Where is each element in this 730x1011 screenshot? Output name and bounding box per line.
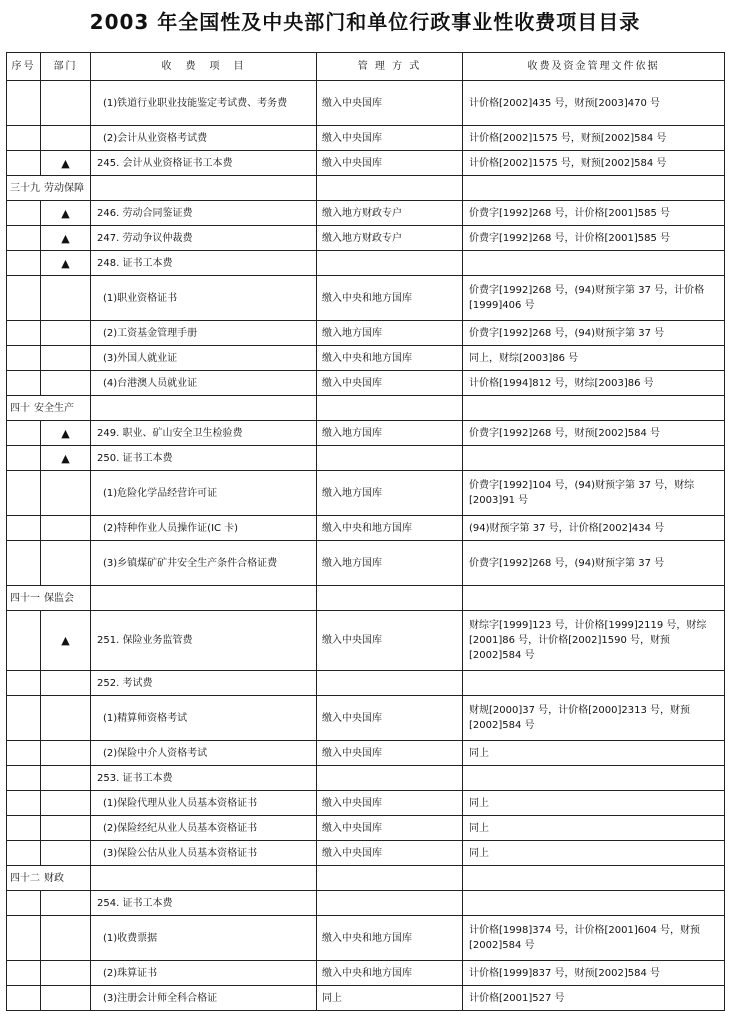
dept-cell bbox=[41, 126, 91, 151]
management-method-cell: 同上 bbox=[317, 986, 463, 1011]
table-row bbox=[7, 696, 725, 741]
table-row bbox=[7, 611, 725, 671]
management-method-cell: 缴入地方财政专户 bbox=[317, 201, 463, 226]
table-row bbox=[7, 421, 725, 446]
seq-cell bbox=[7, 371, 41, 396]
management-method-cell: 缴入中央国库 bbox=[317, 791, 463, 816]
section-heading-cell bbox=[7, 176, 91, 201]
document-basis-cell: (94)财预字第 37 号，计价格[2002]434 号 bbox=[463, 516, 725, 541]
management-method-cell: 缴入中央和地方国库 bbox=[317, 276, 463, 321]
dept-cell bbox=[41, 371, 91, 396]
management-method-cell: 缴入地方国库 bbox=[317, 321, 463, 346]
seq-cell bbox=[7, 346, 41, 371]
fee-item-cell: (2)珠算证书 bbox=[91, 961, 317, 986]
document-basis-cell: 财综字[1999]123 号，计价格[1999]2119 号，财综[2001]86 号，计价格[2002]1590 号，财预[2002]584 号 bbox=[463, 611, 725, 671]
management-method-cell bbox=[317, 396, 463, 421]
document-basis-cell: 计价格[1998]374 号，计价格[2001]604 号，财预[2002]584 号 bbox=[463, 916, 725, 961]
document-basis-cell bbox=[463, 176, 725, 201]
triangle-marker-icon: ▲ bbox=[41, 251, 91, 276]
dept-cell bbox=[41, 986, 91, 1011]
table-row bbox=[7, 961, 725, 986]
header-dept: 部门 bbox=[41, 53, 91, 81]
document-basis-cell: 同上 bbox=[463, 791, 725, 816]
seq-cell bbox=[7, 791, 41, 816]
management-method-cell: 缴入地方国库 bbox=[317, 471, 463, 516]
seq-cell bbox=[7, 151, 41, 176]
section-row bbox=[7, 176, 725, 201]
table-row bbox=[7, 766, 725, 791]
fee-item-cell: 250. 证书工本费 bbox=[91, 446, 317, 471]
table-row bbox=[7, 226, 725, 251]
management-method-cell: 缴入中央国库 bbox=[317, 151, 463, 176]
table-row bbox=[7, 791, 725, 816]
section-department: 安全生产 bbox=[34, 402, 74, 414]
seq-cell bbox=[7, 201, 41, 226]
management-method-cell: 缴入中央和地方国库 bbox=[317, 961, 463, 986]
document-basis-cell: 价费字[1992]104 号，(94)财预字第 37 号，财综[2003]91 号 bbox=[463, 471, 725, 516]
page-title: 2003 年全国性及中央部门和单位行政事业性收费项目目录 bbox=[89, 10, 641, 34]
dept-cell bbox=[41, 81, 91, 126]
seq-cell bbox=[7, 446, 41, 471]
document-basis-cell bbox=[463, 766, 725, 791]
dept-cell bbox=[41, 816, 91, 841]
fee-item-cell: (1)职业资格证书 bbox=[91, 276, 317, 321]
section-number: 三十九 bbox=[10, 182, 40, 194]
dept-cell bbox=[41, 916, 91, 961]
management-method-cell bbox=[317, 891, 463, 916]
management-method-cell: 缴入地方财政专户 bbox=[317, 226, 463, 251]
table-row bbox=[7, 841, 725, 866]
section-row bbox=[7, 866, 725, 891]
seq-cell bbox=[7, 961, 41, 986]
section-row bbox=[7, 586, 725, 611]
table-row bbox=[7, 321, 725, 346]
seq-cell bbox=[7, 766, 41, 791]
fee-item-cell: 247. 劳动争议仲裁费 bbox=[91, 226, 317, 251]
fee-item-cell: (1)精算师资格考试 bbox=[91, 696, 317, 741]
fee-item-cell: (1)收费票据 bbox=[91, 916, 317, 961]
dept-cell bbox=[41, 791, 91, 816]
table-row bbox=[7, 741, 725, 766]
fee-item-cell: (4)台港澳人员就业证 bbox=[91, 371, 317, 396]
fee-item-cell: (1)危险化学品经营许可证 bbox=[91, 471, 317, 516]
table-row bbox=[7, 446, 725, 471]
seq-cell bbox=[7, 81, 41, 126]
table-row bbox=[7, 916, 725, 961]
management-method-cell: 缴入中央国库 bbox=[317, 816, 463, 841]
management-method-cell: 缴入地方国库 bbox=[317, 541, 463, 586]
seq-cell bbox=[7, 276, 41, 321]
fee-item-cell bbox=[91, 866, 317, 891]
section-department: 劳动保障 bbox=[44, 182, 84, 194]
fee-catalog-table bbox=[6, 52, 725, 1011]
section-number: 四十一 bbox=[10, 592, 40, 604]
seq-cell bbox=[7, 841, 41, 866]
document-basis-cell: 同上 bbox=[463, 841, 725, 866]
management-method-cell: 缴入中央国库 bbox=[317, 696, 463, 741]
management-method-cell: 缴入中央和地方国库 bbox=[317, 516, 463, 541]
fee-item-cell: (2)会计从业资格考试费 bbox=[91, 126, 317, 151]
header-management: 管 理 方 式 bbox=[317, 53, 463, 81]
management-method-cell: 缴入中央和地方国库 bbox=[317, 346, 463, 371]
fee-item-cell: (2)工资基金管理手册 bbox=[91, 321, 317, 346]
fee-item-cell: 249. 职业、矿山安全卫生检验费 bbox=[91, 421, 317, 446]
table-row bbox=[7, 891, 725, 916]
table-row bbox=[7, 276, 725, 321]
triangle-marker-icon: ▲ bbox=[41, 201, 91, 226]
table-row bbox=[7, 126, 725, 151]
seq-cell bbox=[7, 516, 41, 541]
management-method-cell: 缴入中央国库 bbox=[317, 611, 463, 671]
document-basis-cell: 同上，财综[2003]86 号 bbox=[463, 346, 725, 371]
dept-cell bbox=[41, 961, 91, 986]
dept-cell bbox=[41, 541, 91, 586]
seq-cell bbox=[7, 816, 41, 841]
fee-item-cell: (1)铁道行业职业技能鉴定考试费、考务费 bbox=[91, 81, 317, 126]
document-basis-cell: 计价格[2001]527 号 bbox=[463, 986, 725, 1011]
seq-cell bbox=[7, 671, 41, 696]
section-number: 四十二 bbox=[10, 872, 40, 884]
section-department: 财政 bbox=[44, 872, 64, 884]
fee-item-cell: (3)外国人就业证 bbox=[91, 346, 317, 371]
section-row bbox=[7, 396, 725, 421]
document-basis-cell: 价费字[1992]268 号，(94)财预字第 37 号 bbox=[463, 321, 725, 346]
seq-cell bbox=[7, 251, 41, 276]
seq-cell bbox=[7, 126, 41, 151]
document-basis-cell: 价费字[1992]268 号，计价格[2001]585 号 bbox=[463, 201, 725, 226]
management-method-cell bbox=[317, 866, 463, 891]
triangle-marker-icon: ▲ bbox=[41, 226, 91, 251]
triangle-marker-icon: ▲ bbox=[41, 611, 91, 671]
seq-cell bbox=[7, 916, 41, 961]
fee-item-cell: 248. 证书工本费 bbox=[91, 251, 317, 276]
dept-cell bbox=[41, 671, 91, 696]
table-body bbox=[7, 81, 725, 1011]
document-basis-cell bbox=[463, 251, 725, 276]
table-row bbox=[7, 371, 725, 396]
fee-item-cell: 246. 劳动合同鉴证费 bbox=[91, 201, 317, 226]
document-basis-cell: 计价格[2002]1575 号，财预[2002]584 号 bbox=[463, 151, 725, 176]
document-basis-cell bbox=[463, 446, 725, 471]
dept-cell bbox=[41, 766, 91, 791]
dept-cell bbox=[41, 471, 91, 516]
management-method-cell bbox=[317, 766, 463, 791]
document-basis-cell bbox=[463, 671, 725, 696]
seq-cell bbox=[7, 986, 41, 1011]
document-basis-cell bbox=[463, 396, 725, 421]
dept-cell bbox=[41, 516, 91, 541]
seq-cell bbox=[7, 471, 41, 516]
seq-cell bbox=[7, 421, 41, 446]
fee-item-cell: 245. 会计从业资格证书工本费 bbox=[91, 151, 317, 176]
header-basis: 收费及资金管理文件依据 bbox=[463, 53, 725, 81]
dept-cell bbox=[41, 741, 91, 766]
fee-item-cell: 254. 证书工本费 bbox=[91, 891, 317, 916]
seq-cell bbox=[7, 741, 41, 766]
management-method-cell: 缴入中央国库 bbox=[317, 81, 463, 126]
fee-item-cell: (3)乡镇煤矿矿井安全生产条件合格证费 bbox=[91, 541, 317, 586]
document-basis-cell: 价费字[1992]268 号，计价格[2001]585 号 bbox=[463, 226, 725, 251]
table-row bbox=[7, 151, 725, 176]
document-basis-cell: 同上 bbox=[463, 816, 725, 841]
dept-cell bbox=[41, 696, 91, 741]
dept-cell bbox=[41, 346, 91, 371]
fee-item-cell: 251. 保险业务监管费 bbox=[91, 611, 317, 671]
fee-item-cell bbox=[91, 586, 317, 611]
table-header-row bbox=[7, 53, 725, 81]
fee-item-cell: (2)保险中介人资格考试 bbox=[91, 741, 317, 766]
document-basis-cell bbox=[463, 866, 725, 891]
document-basis-cell: 计价格[2002]1575 号，财预[2002]584 号 bbox=[463, 126, 725, 151]
table-row bbox=[7, 251, 725, 276]
management-method-cell: 缴入地方国库 bbox=[317, 421, 463, 446]
section-heading-cell bbox=[7, 396, 91, 421]
management-method-cell bbox=[317, 446, 463, 471]
document-basis-cell bbox=[463, 891, 725, 916]
table-row bbox=[7, 671, 725, 696]
dept-cell bbox=[41, 891, 91, 916]
fee-item-cell: (1)保险代理从业人员基本资格证书 bbox=[91, 791, 317, 816]
table-row bbox=[7, 816, 725, 841]
document-basis-cell: 计价格[1999]837 号，财预[2002]584 号 bbox=[463, 961, 725, 986]
seq-cell bbox=[7, 321, 41, 346]
management-method-cell: 缴入中央国库 bbox=[317, 841, 463, 866]
document-basis-cell: 同上 bbox=[463, 741, 725, 766]
triangle-marker-icon: ▲ bbox=[41, 421, 91, 446]
management-method-cell: 缴入中央和地方国库 bbox=[317, 916, 463, 961]
section-number: 四十 bbox=[10, 402, 30, 414]
triangle-marker-icon: ▲ bbox=[41, 446, 91, 471]
fee-item-cell: (3)注册会计师全科合格证 bbox=[91, 986, 317, 1011]
document-basis-cell: 计价格[1994]812 号，财综[2003]86 号 bbox=[463, 371, 725, 396]
triangle-marker-icon: ▲ bbox=[41, 151, 91, 176]
management-method-cell bbox=[317, 251, 463, 276]
fee-item-cell: (2)保险经纪从业人员基本资格证书 bbox=[91, 816, 317, 841]
header-seq: 序号 bbox=[7, 53, 41, 81]
seq-cell bbox=[7, 541, 41, 586]
table-row bbox=[7, 471, 725, 516]
fee-item-cell bbox=[91, 396, 317, 421]
fee-item-cell: 253. 证书工本费 bbox=[91, 766, 317, 791]
table-row bbox=[7, 81, 725, 126]
seq-cell bbox=[7, 611, 41, 671]
fee-item-cell: (2)特种作业人员操作证(IC 卡) bbox=[91, 516, 317, 541]
seq-cell bbox=[7, 226, 41, 251]
section-heading-cell bbox=[7, 586, 91, 611]
table-row bbox=[7, 346, 725, 371]
document-basis-cell: 财规[2000]37 号，计价格[2000]2313 号，财预[2002]584 号 bbox=[463, 696, 725, 741]
table-row bbox=[7, 201, 725, 226]
management-method-cell: 缴入中央国库 bbox=[317, 126, 463, 151]
section-heading-cell bbox=[7, 866, 91, 891]
table-row bbox=[7, 986, 725, 1011]
table-row bbox=[7, 541, 725, 586]
management-method-cell bbox=[317, 586, 463, 611]
document-basis-cell bbox=[463, 586, 725, 611]
header-item: 收 费 项 目 bbox=[91, 53, 317, 81]
document-basis-cell: 计价格[2002]435 号，财预[2003]470 号 bbox=[463, 81, 725, 126]
management-method-cell: 缴入中央国库 bbox=[317, 371, 463, 396]
document-basis-cell: 价费字[1992]268 号，(94)财预字第 37 号 bbox=[463, 541, 725, 586]
document-basis-cell: 价费字[1992]268 号，财预[2002]584 号 bbox=[463, 421, 725, 446]
dept-cell bbox=[41, 321, 91, 346]
management-method-cell: 缴入中央国库 bbox=[317, 741, 463, 766]
management-method-cell bbox=[317, 176, 463, 201]
management-method-cell bbox=[317, 671, 463, 696]
section-department: 保监会 bbox=[44, 592, 74, 604]
seq-cell bbox=[7, 891, 41, 916]
fee-item-cell: (3)保险公估从业人员基本资格证书 bbox=[91, 841, 317, 866]
fee-item-cell: 252. 考试费 bbox=[91, 671, 317, 696]
dept-cell bbox=[41, 276, 91, 321]
dept-cell bbox=[41, 841, 91, 866]
seq-cell bbox=[7, 696, 41, 741]
table-row bbox=[7, 516, 725, 541]
document-basis-cell: 价费字[1992]268 号，(94)财预字第 37 号，计价格[1999]406 号 bbox=[463, 276, 725, 321]
fee-item-cell bbox=[91, 176, 317, 201]
